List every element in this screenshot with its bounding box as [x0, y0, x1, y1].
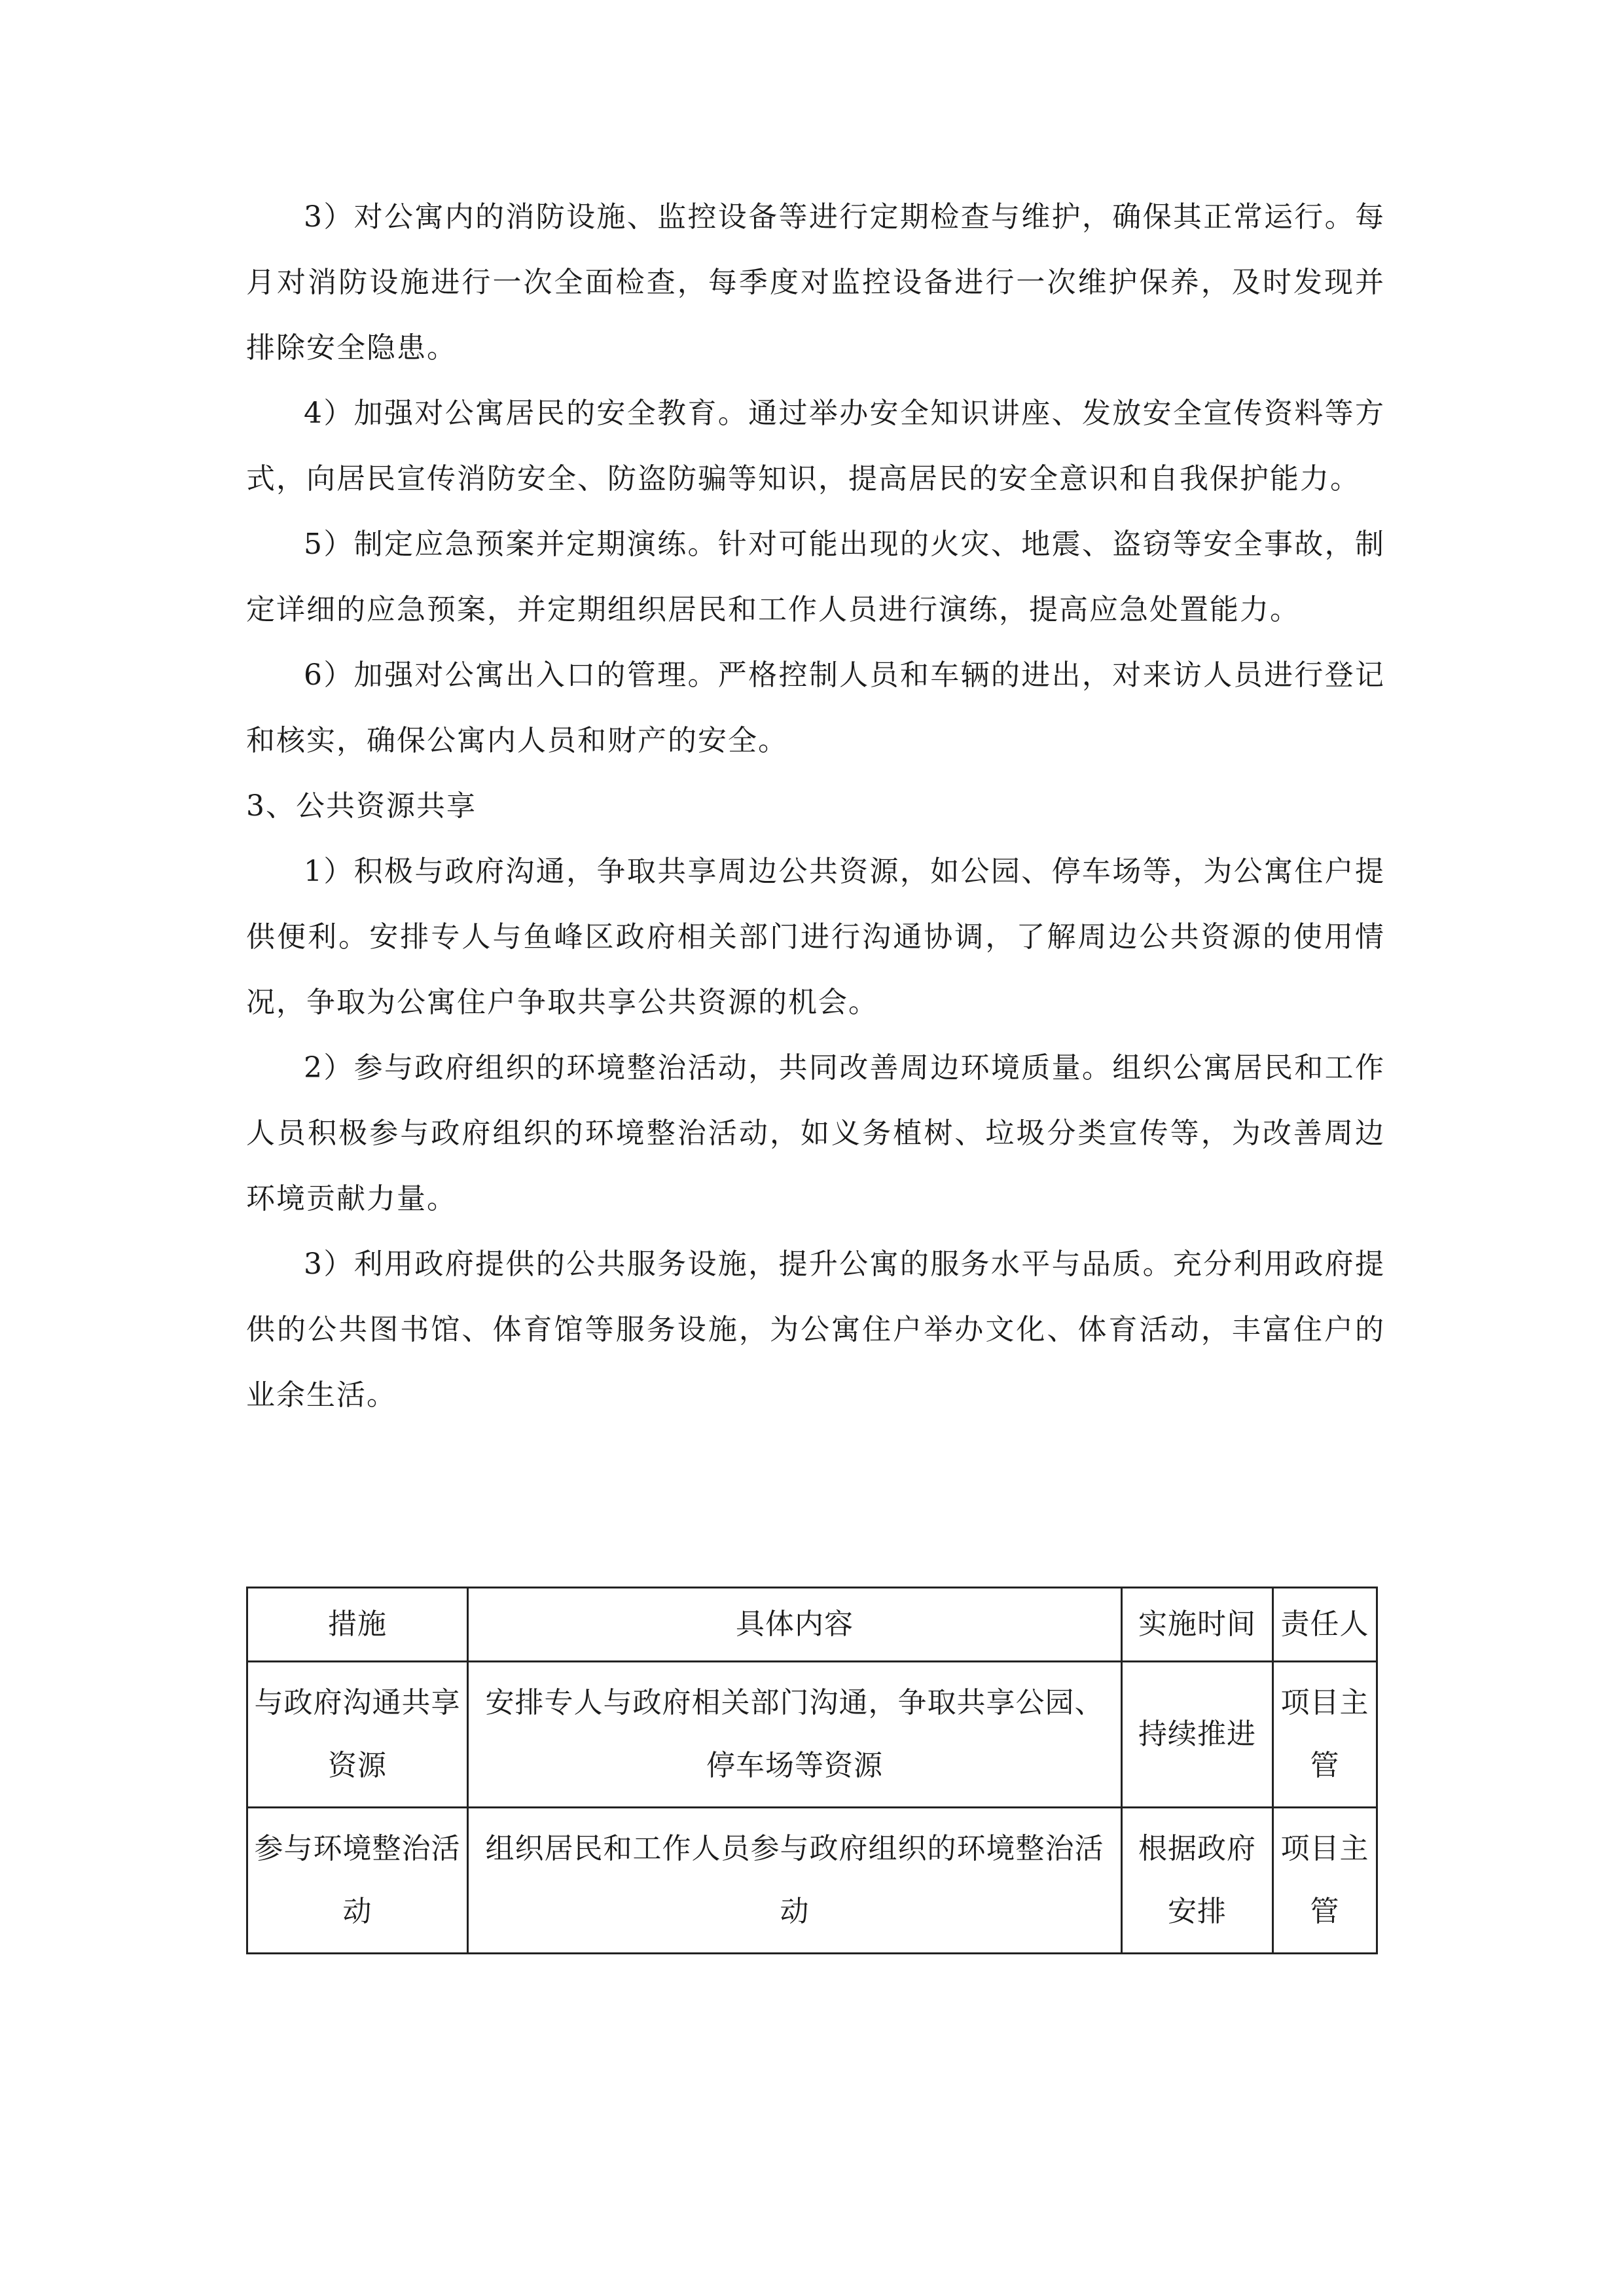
- measures-table: [246, 1587, 1378, 1954]
- table-cell: 持续推进: [1122, 1662, 1273, 1808]
- table-header-row: [247, 1588, 1377, 1662]
- table-cell: 根据政府安排: [1122, 1808, 1273, 1954]
- table-cell: 组织居民和工作人员参与政府组织的环境整治活动: [468, 1808, 1122, 1954]
- table-header-cell: 措施: [247, 1588, 468, 1662]
- table-cell: 参与环境整治活动: [247, 1808, 468, 1954]
- document-body: [246, 185, 1385, 1428]
- table-cell: 与政府沟通共享资源: [247, 1662, 468, 1808]
- table-row: [247, 1808, 1377, 1954]
- table-cell: 项目主管: [1273, 1808, 1377, 1954]
- section-heading: 3、公共资源共享: [246, 789, 477, 823]
- table-cell: 安排专人与政府相关部门沟通，争取共享公园、停车场等资源: [468, 1662, 1122, 1808]
- paragraph-fire-facilities: 3）对公寓内的消防设施、监控设备等进行定期检查与维护，确保其正常运行。每月对消防设施进行一次全面检查，每季度对监控设备进行一次维护保养，及时发现并排除安全隐患。: [246, 200, 1385, 365]
- paragraph-resource-sharing: 1）积极与政府沟通，争取共享周边公共资源，如公园、停车场等，为公寓住户提供便利。安排专人与鱼峰区政府相关部门进行沟通协调，了解周边公共资源的使用情况，争取为公寓住户争取共享公共资源的机会。: [246, 855, 1385, 1019]
- paragraph-safety-education: 4）加强对公寓居民的安全教育。通过举办安全知识讲座、发放安全宣传资料等方式，向居民宣传消防安全、防盗防骗等知识，提高居民的安全意识和自我保护能力。: [246, 397, 1385, 495]
- paragraph-entrance-management: 6）加强对公寓出入口的管理。严格控制人员和车辆的进出，对来访人员进行登记和核实，确保公寓内人员和财产的安全。: [246, 658, 1385, 757]
- table-header-cell: 实施时间: [1122, 1588, 1273, 1662]
- table-row: [247, 1662, 1377, 1808]
- paragraph-environment-activities: 2）参与政府组织的环境整治活动，共同改善周边环境质量。组织公寓居民和工作人员积极参与政府组织的环境整治活动，如义务植树、垃圾分类宣传等，为改善周边环境贡献力量。: [246, 1051, 1385, 1215]
- paragraph-public-facilities: 3）利用政府提供的公共服务设施，提升公寓的服务水平与品质。充分利用政府提供的公共图书馆、体育馆等服务设施，为公寓住户举办文化、体育活动，丰富住户的业余生活。: [246, 1247, 1385, 1412]
- table-header-cell: 具体内容: [468, 1588, 1122, 1662]
- table-cell: 项目主管: [1273, 1662, 1377, 1808]
- table-header-cell: 责任人: [1273, 1588, 1377, 1662]
- paragraph-emergency-plan: 5）制定应急预案并定期演练。针对可能出现的火灾、地震、盗窃等安全事故，制定详细的应急预案，并定期组织居民和工作人员进行演练，提高应急处置能力。: [246, 528, 1385, 626]
